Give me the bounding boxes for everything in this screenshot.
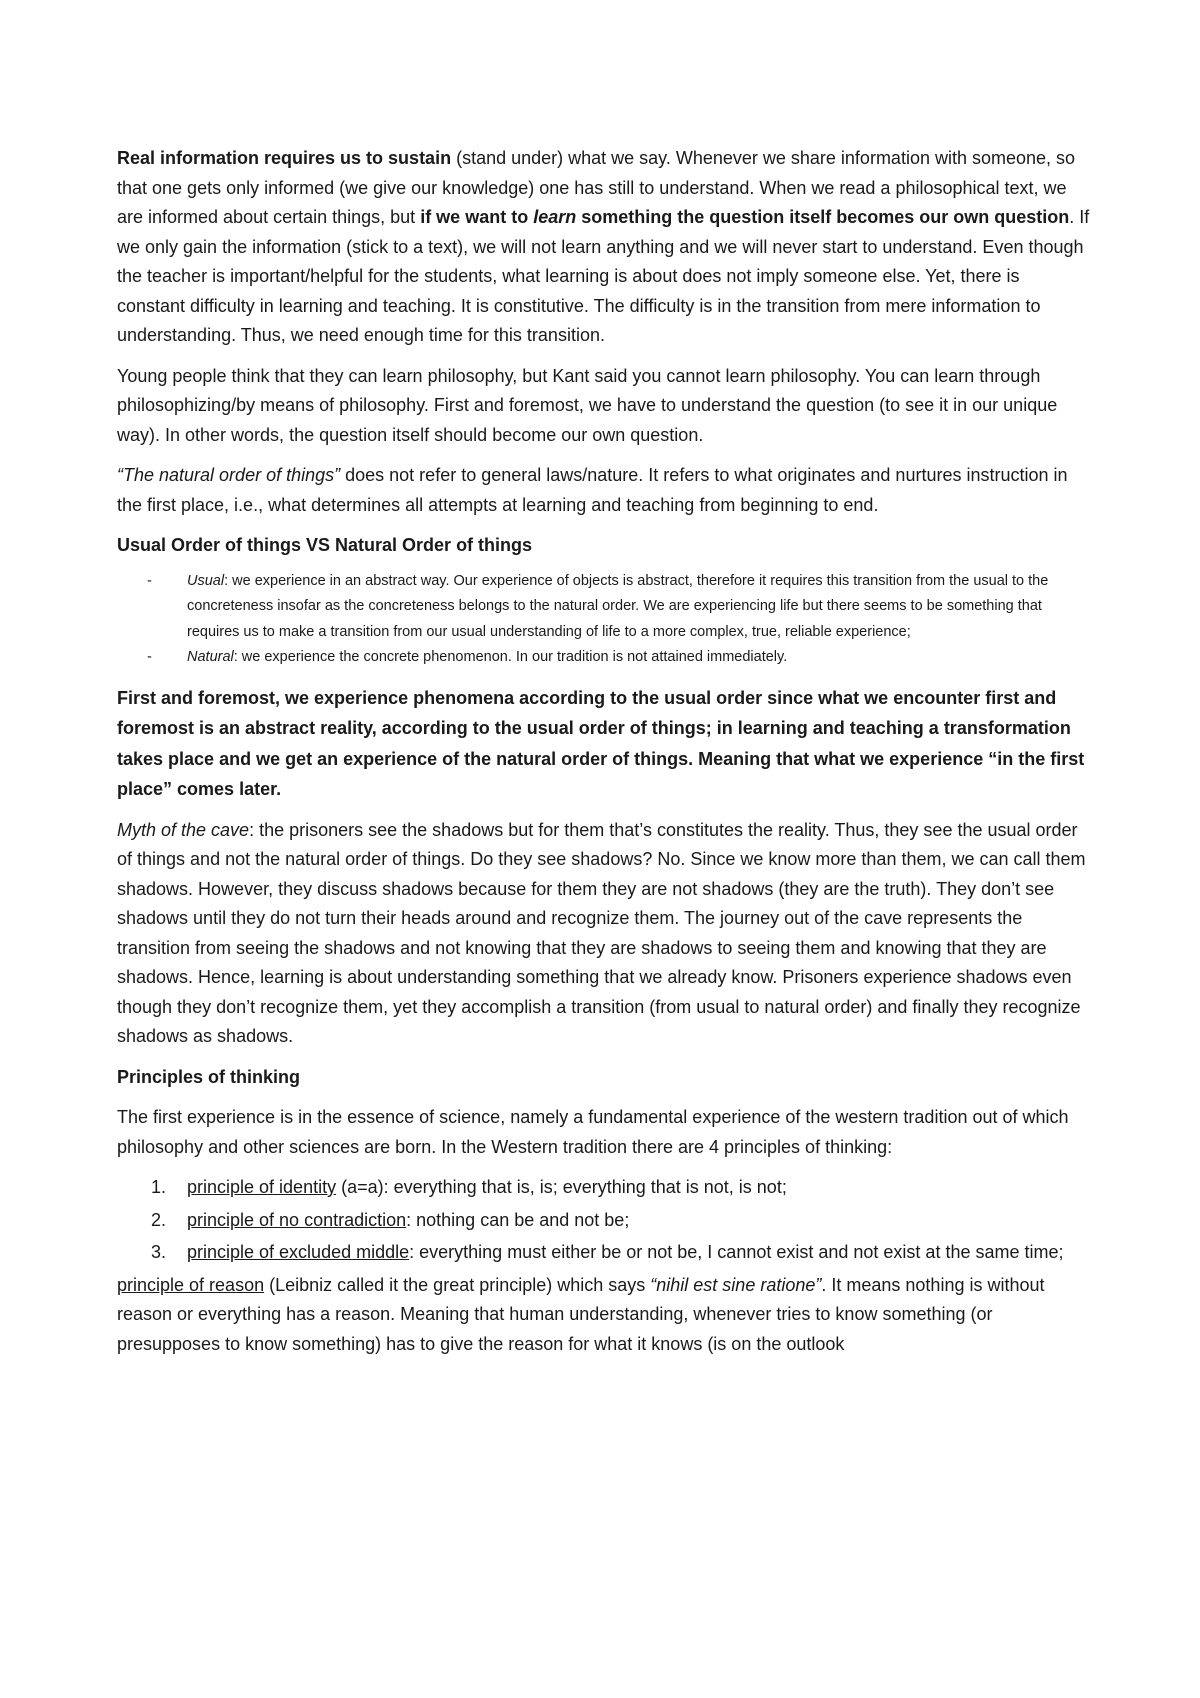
- text-run: : everything must either be or not be, I cannot exist and not exist at the same time;: [409, 1242, 1064, 1262]
- paragraph-reason: [117, 1271, 1092, 1360]
- list-item: [151, 1206, 1092, 1236]
- heading-text: Principles of thinking: [117, 1066, 301, 1087]
- heading-text: Usual Order of things VS Natural Order of things: [117, 535, 533, 555]
- paragraph-principles-intro: The first experience is in the essence of science, namely a fundamental experience of the western tradition out of which philosophy and other sciences are born. In the Western tradition there are 4 principles of thinking:: [117, 1107, 1069, 1157]
- myth-title: Myth of the cave: [117, 819, 250, 840]
- section-heading-usual-natural: [117, 531, 1092, 561]
- list-number: 3.: [151, 1242, 167, 1262]
- text-run: if we want to: [420, 207, 534, 227]
- bold-paragraph-block: [117, 683, 1092, 805]
- dash-bullet: -: [147, 649, 152, 665]
- text-run: . If we only gain the information (stick to a text), we will not learn anything and we will never start to understand. Even though the teacher is important/helpful for the students, what learning is about does not imply someone else. Yet, there is constant difficulty in learning and teaching. It is constitutive. The difficulty is in the transition from mere information to understanding. Thus, we need enough time for this transition.: [117, 207, 1090, 345]
- section-heading-principles: [117, 1063, 1092, 1093]
- principles-list: [117, 1173, 1092, 1268]
- principle-term: principle of excluded middle: [187, 1242, 410, 1262]
- text-run: does not refer to general laws/nature. It refers to what originates and nurtures instruction in the first place, i.e., what determines all attempts at learning and teaching from beginning to end.: [117, 465, 1068, 515]
- list-item: [147, 569, 1092, 646]
- document-page: [117, 144, 1092, 1359]
- paragraph-natural-order: [117, 461, 1092, 520]
- text-run: something the question itself becomes our own question: [576, 207, 1070, 227]
- paragraph-kant: Young people think that they can learn philosophy, but Kant said you cannot learn philosophy. You can learn through philosophizing/by means of philosophy. First and foremost, we have to understand the question (to see it in our unique way). In other words, the question itself should become our own question.: [117, 365, 1058, 445]
- order-list: [117, 569, 1092, 671]
- list-number: 1.: [151, 1177, 167, 1197]
- list-item: [151, 1173, 1092, 1203]
- list-item: [147, 645, 1092, 671]
- principle-term: principle of no contradiction: [187, 1209, 407, 1230]
- paragraph-information: [117, 144, 1092, 351]
- text-run: (stand under) what we say. Whenever we share information with someone, so that one gets only informed (we give our knowledge) one has still to understand. When we read a philosophical text, we are informed about certain things, but: [117, 148, 1076, 227]
- list-number: 2.: [151, 1209, 167, 1230]
- text-run: : we experience the concrete phenomenon. In our tradition is not attained immediately.: [233, 649, 788, 665]
- text-run: (a=a): everything that is, is; everything that is not, is not;: [336, 1177, 787, 1197]
- dash-bullet: -: [147, 572, 152, 589]
- list-term: Usual: [187, 572, 225, 589]
- text-run: . It means nothing is without reason or everything has a reason. Meaning that human understanding, whenever tries to know something (or presupposes to know something) has to give the reason for what it knows (is on the outlook: [117, 1274, 1045, 1354]
- emphasis-learn-word: learn: [533, 207, 577, 227]
- list-term: Natural: [187, 649, 234, 665]
- paragraph-first-foremost: First and foremost, we experience phenomena according to the usual order since what we encounter first and foremost is an abstract reality, according to the usual order of things; in learning and teaching a transformation takes place and we get an experience of the natural order of things. Meaning that what we experience “in the first place” comes later.: [117, 687, 1085, 799]
- text-run: : nothing can be and not be;: [406, 1209, 630, 1230]
- emphasis-sustain: Real information requires us to sustain: [117, 148, 452, 168]
- principle-term: principle of identity: [187, 1177, 337, 1197]
- principle-term: principle of reason: [117, 1274, 265, 1295]
- list-item: [151, 1238, 1092, 1268]
- latin-quote: “nihil est sine ratione”: [650, 1274, 822, 1295]
- paragraph-cave: [117, 816, 1092, 1052]
- quoted-phrase: “The natural order of things”: [117, 465, 341, 485]
- text-run: : the prisoners see the shadows but for them that’s constitutes the reality. Thus, they see the usual order of things and not the natural order of things. Do they see shadows? No. Since we know more than them, we can call them shadows. However, they discuss shadows because for them they are not shadows (they are the truth). They don’t see shadows until they do not turn their heads around and recognize them. The journey out of the cave represents the transition from seeing the shadows and not knowing that they are shadows to seeing them and knowing that they are shadows. Hence, learning is about understanding something that we already know. Prisoners experience shadows even though they don’t recognize them, yet they accomplish a transition (from usual to natural order) and finally they recognize shadows as shadows.: [117, 819, 1086, 1046]
- text-run: (Leibniz called it the great principle) which says: [264, 1274, 651, 1295]
- emphasis-learn: [420, 207, 1069, 227]
- text-run: : we experience in an abstract way. Our experience of objects is abstract, therefore it requires this transition from the usual to the concreteness insofar as the concreteness belongs to the natural order. We are experiencing life but there seems to be something that requires us to make a transition from our usual understanding of life to a more complex, true, reliable experience;: [187, 572, 1049, 640]
